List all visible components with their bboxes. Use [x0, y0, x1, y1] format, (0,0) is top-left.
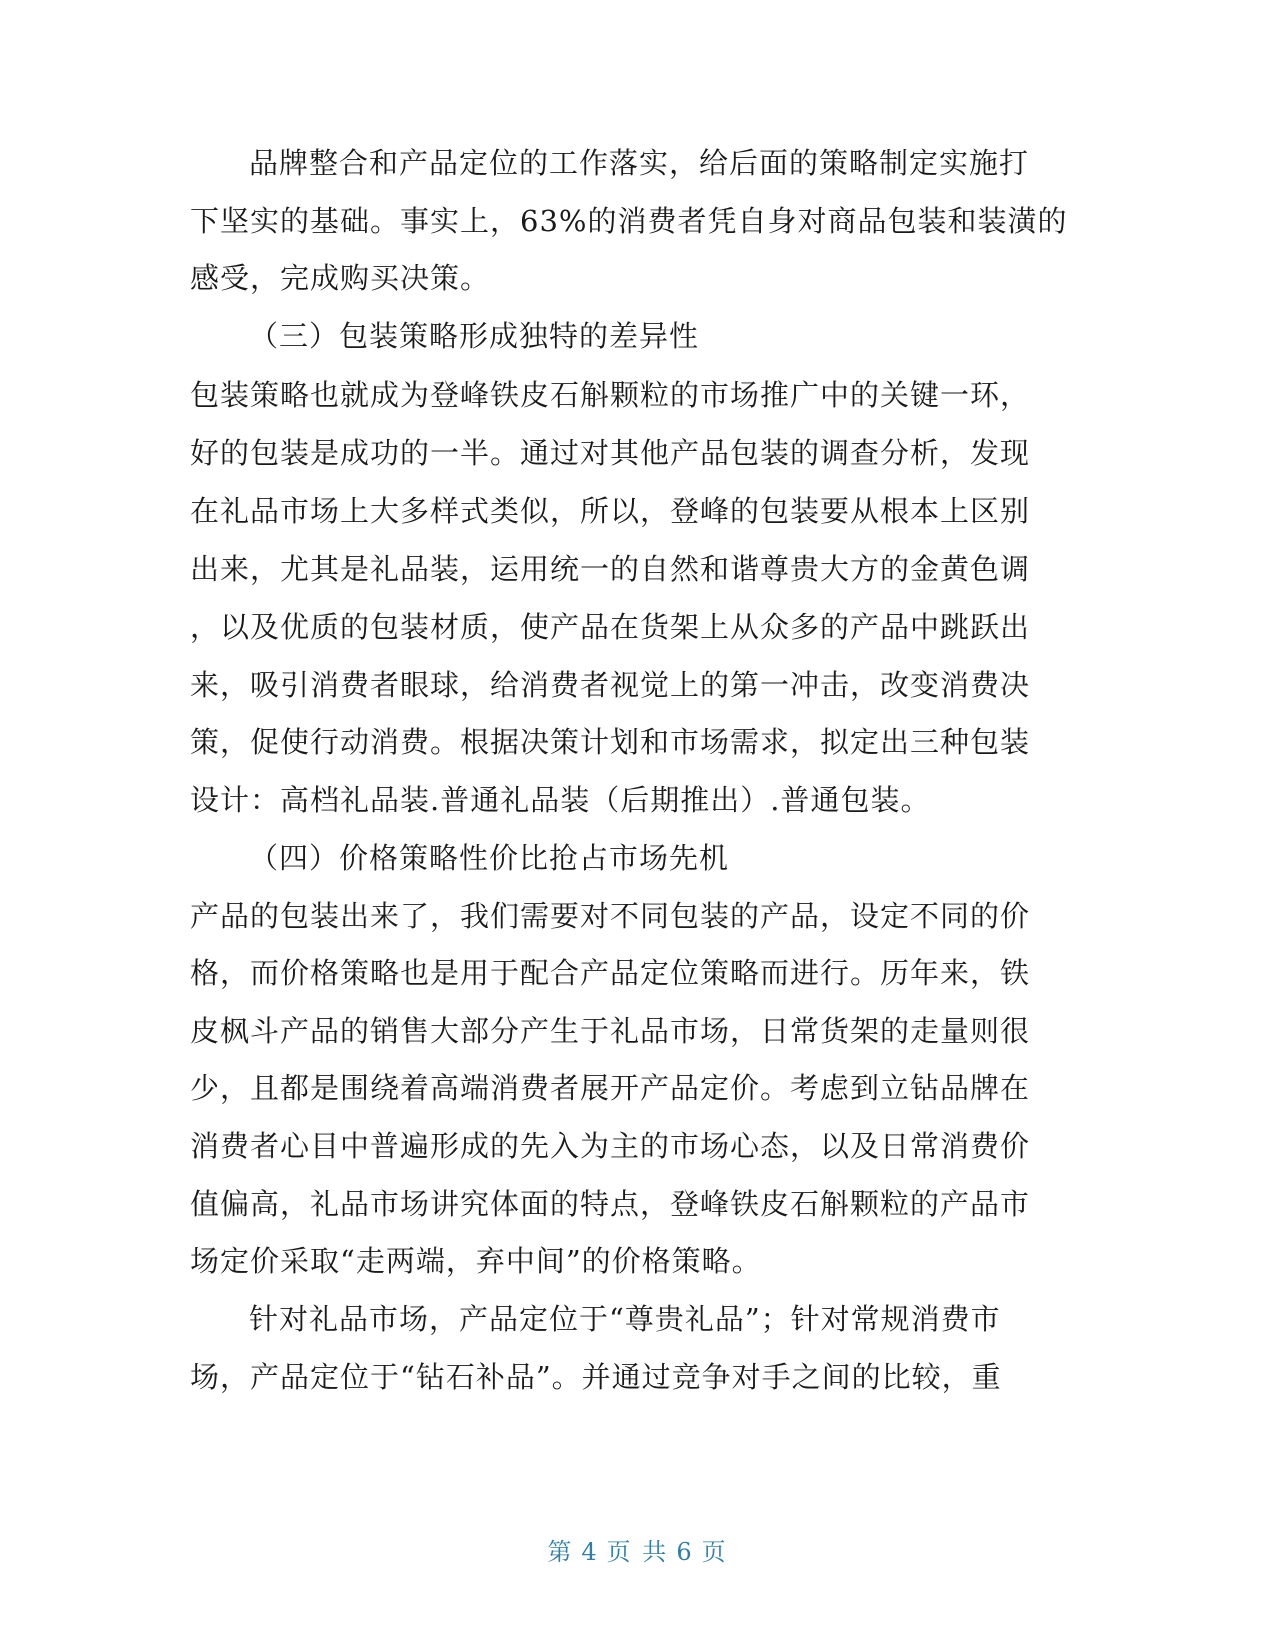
page-footer [0, 1532, 1275, 1567]
paragraph-line: 消费者心目中普遍形成的先入为主的市场心态，以及日常消费价 [190, 1129, 1031, 1163]
paragraph-line: 场，产品定位于“钻石补品”。并通过竞争对手之间的比较，重 [190, 1360, 1002, 1394]
paragraph-line: 包装策略也就成为登峰铁皮石斛颗粒的市场推广中的关键一环， [190, 378, 1031, 412]
paragraph-line: 策，促使行动消费。根据决策计划和市场需求，拟定出三种包装 [190, 725, 1031, 759]
paragraph-line: 好的包装是成功的一半。通过对其他产品包装的调查分析，发现 [190, 436, 1031, 470]
paragraph-line: 值偏高，礼品市场讲究体面的特点，登峰铁皮石斛颗粒的产品市 [190, 1187, 1031, 1221]
paragraph-line: 针对礼品市场，产品定位于“尊贵礼品”；针对常规消费市 [249, 1302, 1001, 1336]
paragraph-line: 来，吸引消费者眼球，给消费者视觉上的第一冲击，改变消费决 [190, 668, 1031, 702]
section-heading-3: （三）包装策略形成独特的差异性 [249, 319, 700, 353]
paragraph-line: 出来，尤其是礼品装，运用统一的自然和谐尊贵大方的金黄色调 [190, 552, 1031, 586]
footer-total-pages: 6 [676, 1538, 694, 1566]
paragraph-line: 皮枫斗产品的销售大部分产生于礼品市场，日常货架的走量则很 [190, 1014, 1031, 1048]
paragraph-line: 格，而价格策略也是用于配合产品定位策略而进行。历年来，铁 [190, 956, 1031, 990]
paragraph-line: 下坚实的基础。事实上，63%的消费者凭自身对商品包装和装潢的 [190, 204, 1068, 238]
paragraph-line: 产品的包装出来了，我们需要对不同包装的产品，设定不同的价 [190, 899, 1031, 933]
paragraph-line: 在礼品市场上大多样式类似，所以，登峰的包装要从根本上区别 [190, 494, 1031, 528]
paragraph-line: 感受，完成购买决策。 [190, 261, 491, 295]
paragraph-line: 少，且都是围绕着高端消费者展开产品定价。考虑到立钻品牌在 [190, 1071, 1031, 1105]
footer-suffix: 页 [701, 1538, 728, 1566]
footer-page-number: 4 [581, 1538, 599, 1566]
paragraph-line: 品牌整合和产品定位的工作落实，给后面的策略制定实施打 [249, 146, 1030, 180]
paragraph-line: 设计：高档礼品装.普通礼品装（后期推出）.普通包装。 [190, 783, 931, 817]
paragraph-line: ，以及优质的包装材质，使产品在货架上从众多的产品中跳跃出 [190, 610, 1031, 644]
footer-middle: 页 共 [606, 1538, 669, 1566]
footer-prefix: 第 [547, 1538, 574, 1566]
paragraph-line: 场定价采取“走两端，弃中间”的价格策略。 [190, 1244, 762, 1278]
section-heading-4: （四）价格策略性价比抢占市场先机 [249, 841, 730, 875]
